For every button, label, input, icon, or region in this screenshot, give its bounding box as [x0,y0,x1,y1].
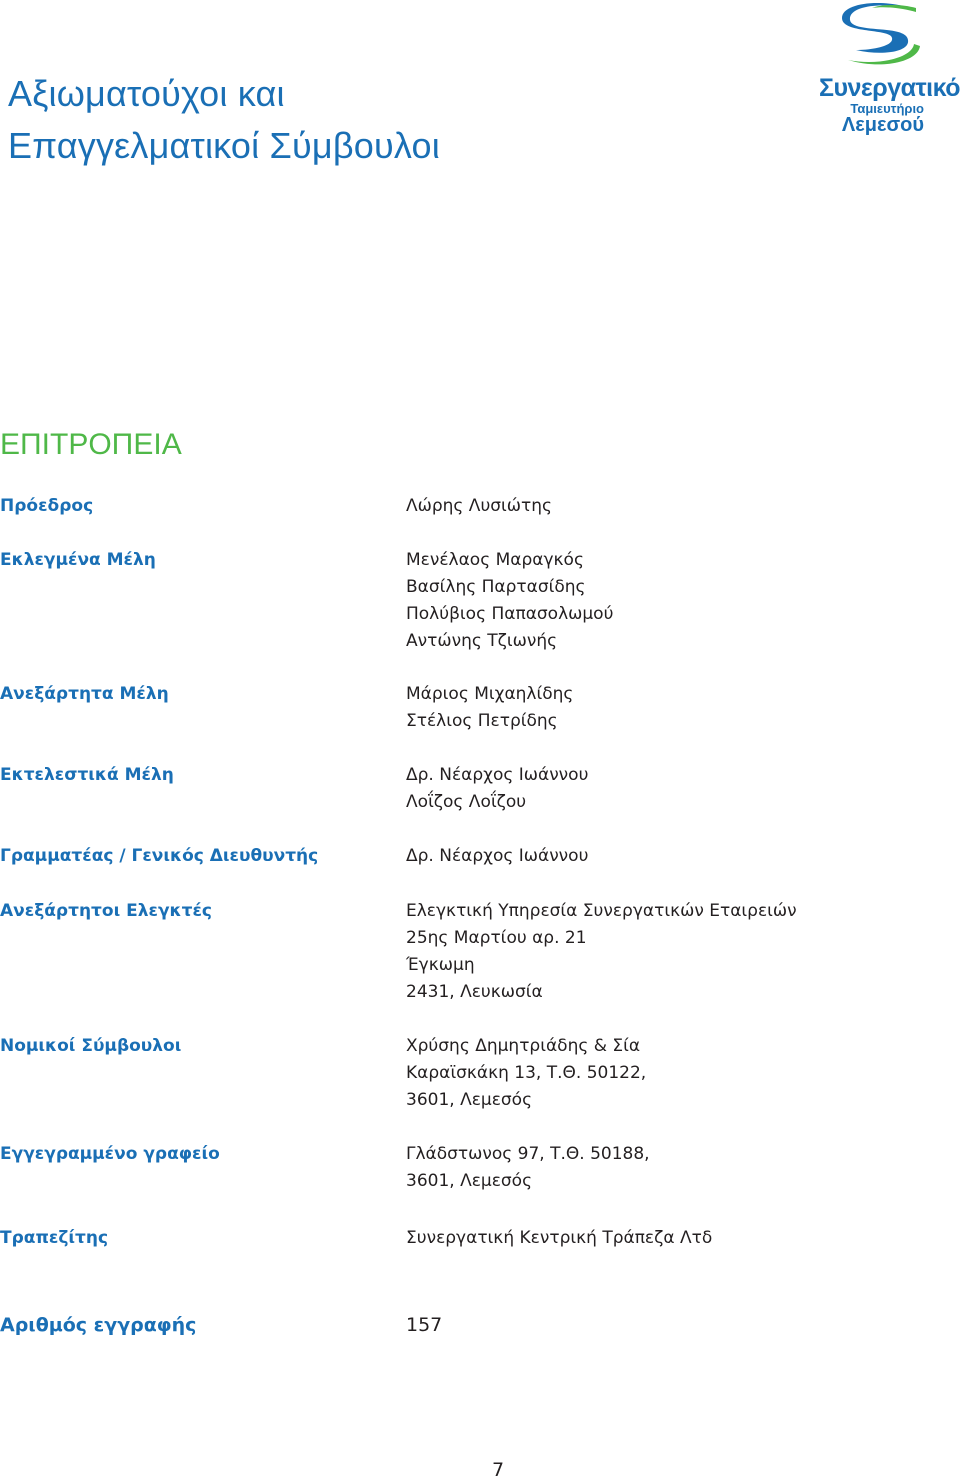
value-line: Βασίλης Παρτασίδης [406,577,586,597]
page-title [8,68,440,172]
value-line: 3601, Λεμεσός [406,1090,533,1110]
row-label: Ανεξάρτητοι Ελεγκτές [0,901,212,921]
value-line: Γλάδστωνος 97, Τ.Θ. 50188, [406,1144,650,1164]
value-line: Λοΐζος Λοΐζου [406,792,527,812]
logo-line-1: Συνεργατικό [818,74,960,102]
row-label: Πρόεδρος [0,496,94,516]
value-line: Στέλιος Πετρίδης [406,711,558,731]
value-line: Λώρης Λυσιώτης [406,496,553,516]
row-value [406,493,552,520]
value-line: Δρ. Νέαρχος Ιωάννου [406,765,589,785]
row-value [406,762,588,816]
s-swoosh-logo-icon [842,0,924,70]
value-line: 3601, Λεμεσός [406,1171,533,1191]
value-line: Μενέλαος Μαραγκός [406,550,584,570]
value-line: Συνεργατική Κεντρική Τράπεζα Λτδ [406,1228,713,1248]
page-title-line-1: Αξιωματούχοι και [8,73,285,114]
value-line: Καραϊσκάκη 13, Τ.Θ. 50122, [406,1063,647,1083]
value-line: Αντώνης Τζιωνής [406,631,558,651]
value-line: 2431, Λευκωσία [406,982,543,1002]
row-label: Νομικοί Σύμβουλοι [0,1036,182,1056]
value-line: 25ης Μαρτίου αρ. 21 [406,928,587,948]
row-value [406,547,613,655]
row-label: Γραμματέας / Γενικός Διευθυντής [0,846,319,866]
logo-line-3: Λεμεσού [841,114,924,136]
value-line: Δρ. Νέαρχος Ιωάννου [406,846,589,866]
logo-line-2: Ταμιευτήριο [850,101,924,116]
value-line: 157 [406,1314,443,1336]
logo-wordmark [804,74,960,135]
row-label: Εγγεγραμμένο γραφείο [0,1144,220,1164]
value-line: Πολύβιος Παπασολωμού [406,604,614,624]
row-value [406,681,573,735]
bank-logo [800,0,960,140]
row-value [406,1225,712,1252]
value-line: Έγκωμη [406,955,475,975]
section-heading: ΕΠΙΤΡΟΠΕΙΑ [0,428,182,461]
registration-label: Αριθμός εγγραφής [0,1314,197,1336]
page-number: 7 [491,1459,505,1481]
row-label: Εκτελεστικά Μέλη [0,765,174,785]
registration-value [406,1312,442,1339]
row-value [406,1033,646,1114]
value-line: Μάριος Μιχαηλίδης [406,684,574,704]
row-label: Εκλεγμένα Μέλη [0,550,156,570]
row-value [406,898,797,1006]
value-line: Χρύσης Δημητριάδης & Σία [406,1036,641,1056]
row-value [406,843,588,870]
page-title-line-2: Επαγγελματικοί Σύμβουλοι [8,125,440,166]
row-label: Τραπεζίτης [0,1228,109,1248]
value-line: Ελεγκτική Υπηρεσία Συνεργατικών Εταιρειών [406,901,797,921]
row-value [406,1141,650,1195]
row-label: Ανεξάρτητα Μέλη [0,684,169,704]
